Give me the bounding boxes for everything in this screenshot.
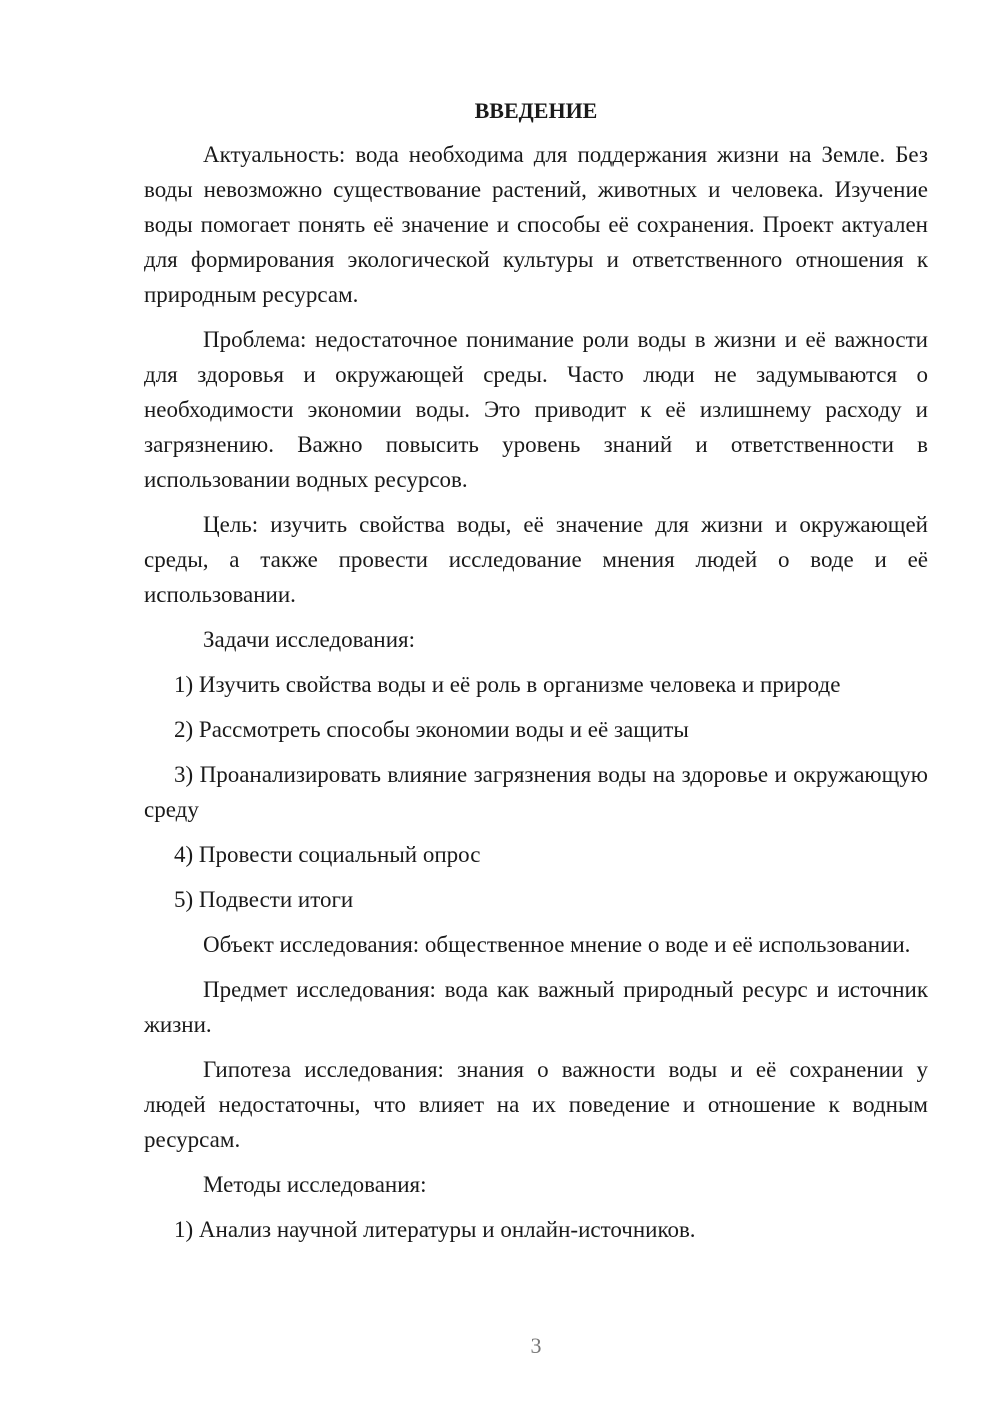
- task-item-3: 3) Проанализировать влияние загрязнения воды на здоровье и окружающую среду: [144, 762, 928, 822]
- task-item-2: 2) Рассмотреть способы экономии воды и её защиты: [174, 717, 689, 742]
- task-item-5: 5) Подвести итоги: [174, 887, 354, 912]
- task-item-1: 1) Изучить свойства воды и её роль в организме человека и природе: [174, 672, 841, 697]
- paragraph-object: Объект исследования: общественное мнение о воде и её использовании.: [203, 932, 911, 957]
- tasks-heading: Задачи исследования:: [203, 627, 416, 652]
- section-title: ВВЕДЕНИЕ: [474, 98, 598, 123]
- paragraph-hypothesis: Гипотеза исследования: знания о важности воды и её сохранении у людей недостаточны, что влияет на их поведение и отношение к водным ресурсам.: [144, 1057, 928, 1152]
- methods-heading: Методы исследования:: [203, 1172, 427, 1197]
- page-number: 3: [530, 1333, 542, 1358]
- document-page: [144, 93, 928, 1257]
- paragraph-subject: Предмет исследования: вода как важный природный ресурс и источник жизни.: [144, 977, 928, 1037]
- task-item-4: 4) Провести социальный опрос: [174, 842, 481, 867]
- paragraph-relevance: Актуальность: вода необходима для поддержания жизни на Земле. Без воды невозможно существование растений, животных и человека. Изучение воды помогает понять её значение и способы её сохранения. Проект актуален для формирования экологической культуры и ответственного отношения к природным ресурсам.: [144, 142, 928, 307]
- method-item-1: 1) Анализ научной литературы и онлайн-источников.: [174, 1217, 696, 1242]
- paragraph-goal: Цель: изучить свойства воды, её значение для жизни и окружающей среды, а также провести исследование мнения людей о воде и её использовании.: [144, 512, 928, 607]
- paragraph-problem: Проблема: недостаточное понимание роли воды в жизни и её важности для здоровья и окружающей среды. Часто люди не задумываются о необходимости экономии воды. Это приводит к её излишнему расходу и загрязнению. Важно повысить уровень знаний и ответственности в использовании водных ресурсов.: [144, 327, 928, 492]
